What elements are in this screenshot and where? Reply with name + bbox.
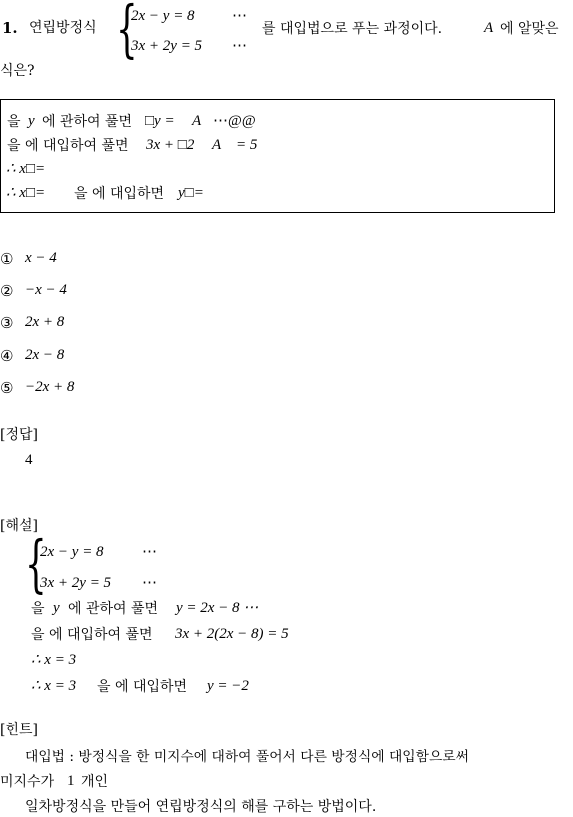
choice-3-number[interactable]: ③ [0, 314, 14, 332]
question-suffix2: 에 알맞은 [500, 21, 559, 37]
solution-step4-a: ∴ x = 3 [31, 678, 77, 694]
box-line1-a: 을 [7, 114, 21, 130]
choice-4-number[interactable]: ④ [0, 347, 14, 365]
box-line2-a: 을 에 대입하여 풀면 [7, 138, 129, 154]
answer-value: 4 [25, 452, 33, 468]
hint-label: [힌트] [0, 722, 38, 738]
solution-step4-b: 을 에 대입하면 [97, 679, 188, 695]
solution-eq1: 2x − y = 8 [40, 544, 104, 560]
box-line1-c: □y = [145, 113, 175, 129]
solution-step2-a: 을 에 대입하여 풀면 [31, 627, 153, 643]
hint-line1: 대입법 : 방정식을 한 미지수에 대하여 풀어서 다른 방정식에 대입함으로써 [25, 749, 469, 765]
box-line3: ∴ x□= [6, 161, 46, 177]
choice-5-text[interactable]: −2x + 8 [25, 379, 75, 395]
solution-step1-var: y [53, 600, 60, 616]
system-brace: { [116, 0, 138, 65]
hint-line2-c: 개인 [81, 774, 109, 790]
solution-step1-c: y = 2x − 8 ⋯ [176, 600, 259, 616]
solution-step4-c: y = −2 [207, 678, 249, 694]
choice-4-text[interactable]: 2x − 8 [25, 347, 65, 363]
solution-step1-a: 을 [31, 601, 45, 617]
box-line1-var: y [28, 113, 35, 129]
choice-3-text[interactable]: 2x + 8 [25, 314, 65, 330]
box-line1-b: 에 관하여 풀면 [42, 114, 133, 130]
choice-1-text[interactable]: x − 4 [25, 250, 57, 266]
hint-line2-a: 미지수가 [0, 774, 55, 790]
solution-eq1-dots: ⋯ [142, 544, 157, 560]
solution-step3: ∴ x = 3 [31, 652, 77, 668]
box-line4-c: y□= [178, 185, 204, 201]
question-eq2-dots: ⋯ [232, 38, 247, 54]
choice-2-number[interactable]: ② [0, 282, 14, 300]
question-prefix: 연립방정식 [29, 20, 97, 36]
box-line4-b: 을 에 대입하면 [74, 186, 165, 202]
box-line1-d: A [192, 113, 202, 129]
solution-step1-b: 에 관하여 풀면 [68, 601, 159, 617]
hint-line2-b: 1 [67, 773, 75, 789]
box-line1-e: ⋯@@ [213, 113, 256, 129]
box-line2-b: 3x + □2 [146, 137, 195, 153]
hint-line3: 일차방정식을 만들어 연립방정식의 해를 구하는 방법이다. [25, 799, 377, 815]
question-eq1-dots: ⋯ [232, 8, 247, 24]
question-var-a: A [484, 20, 494, 36]
solution-eq2: 3x + 2y = 5 [40, 575, 112, 591]
box-line4-a: ∴ x□= [6, 185, 46, 201]
solution-brace: { [25, 527, 47, 600]
solution-label: [해설] [0, 518, 38, 534]
box-line2-c: A [212, 137, 222, 153]
choice-2-text[interactable]: −x − 4 [25, 282, 67, 298]
answer-label: [정답] [0, 427, 38, 443]
choice-1-number[interactable]: ① [0, 250, 14, 268]
question-suffix: 를 대입법으로 푸는 과정이다. [262, 21, 443, 37]
question-line2: 식은? [0, 63, 35, 79]
solution-step2-b: 3x + 2(2x − 8) = 5 [175, 626, 289, 642]
question-eq2: 3x + 2y = 5 [131, 38, 203, 54]
choice-5-number[interactable]: ⑤ [0, 379, 14, 397]
box-line2-d: = 5 [236, 137, 258, 153]
question-eq1: 2x − y = 8 [131, 8, 195, 24]
solution-eq2-dots: ⋯ [142, 575, 157, 591]
question-number: 1. [2, 19, 18, 37]
